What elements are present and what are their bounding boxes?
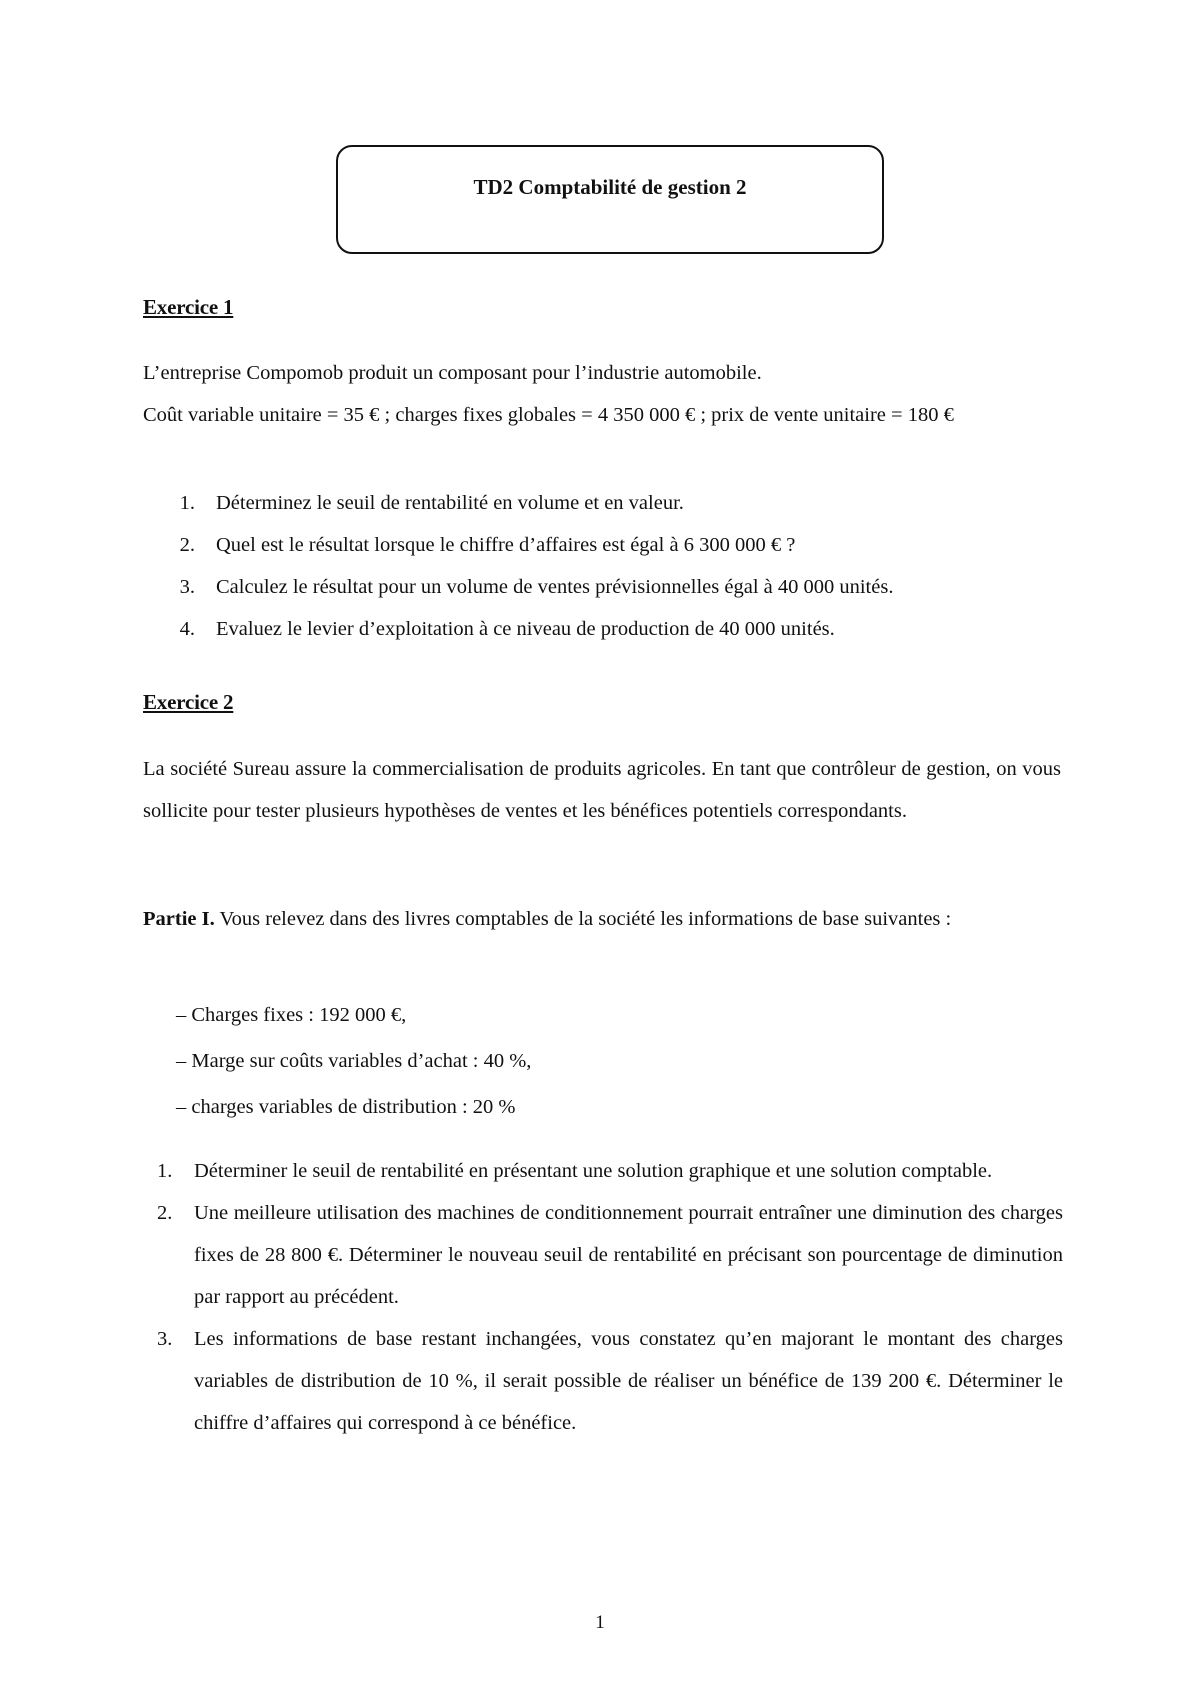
list-item [143, 1192, 1063, 1318]
page-number: 1 [595, 1612, 605, 1633]
list-text: Déterminer le seuil de rentabilité en présentant une solution graphique et une solution comptable. [194, 1160, 993, 1182]
exercise2-heading: Exercice 2 [143, 690, 234, 714]
list-item [143, 566, 1063, 608]
list-number: 2. [157, 1202, 173, 1224]
title-box [336, 145, 884, 254]
exercise2-intro: La société Sureau assure la commercialisation de produits agricoles. En tant que contrôleur de gestion, on vous sollicite pour tester plusieurs hypothèses de ventes et les bénéfices potentiels correspondants. [143, 758, 1061, 822]
exercise1-questions [143, 482, 1063, 650]
part1-text: Vous relevez dans des livres comptables de la société les informations de base suivantes : [214, 908, 952, 930]
list-number: 3. [157, 1328, 173, 1350]
list-text: Calculez le résultat pour un volume de ventes prévisionnelles égal à 40 000 unités. [216, 576, 894, 598]
exercise1-data: Coût variable unitaire = 35 € ; charges fixes globales = 4 350 000 € ; prix de vente unitaire = 180 € [143, 404, 954, 426]
exercise2-part1 [143, 904, 1061, 934]
list-text: Les informations de base restant inchangées, vous constatez qu’en majorant le montant des charges variables de distribution de 10 %, il serait possible de réaliser un bénéfice de 139 200 €. Déterminer le chiffre d’affaires qui correspond à ce bénéfice. [194, 1328, 1063, 1434]
list-text: Déterminez le seuil de rentabilité en volume et en valeur. [216, 492, 684, 514]
exercise1-intro: L’entreprise Compomob produit un composant pour l’industrie automobile. [143, 362, 762, 384]
list-number: 2. [179, 534, 195, 556]
list-text: Quel est le résultat lorsque le chiffre d’affaires est égal à 6 300 000 € ? [216, 534, 796, 556]
list-item: – Charges fixes : 192 000 €, [176, 1004, 407, 1026]
list-item: – Marge sur coûts variables d’achat : 40 %, [176, 1050, 532, 1072]
list-text: Une meilleure utilisation des machines de conditionnement pourrait entraîner une diminution des charges fixes de 28 800 €. Déterminer le nouveau seuil de rentabilité en précisant son pourcentage de diminution par rapport au précédent. [194, 1202, 1063, 1308]
list-item [143, 1318, 1063, 1444]
exercise1-heading: Exercice 1 [143, 295, 234, 319]
list-item: – charges variables de distribution : 20 % [176, 1096, 516, 1118]
list-item [143, 608, 1063, 650]
base-info-list [176, 992, 531, 1130]
part1-label: Partie I. [143, 908, 215, 930]
document-title: TD2 Comptabilité de gestion 2 [473, 175, 747, 199]
list-number: 4. [179, 618, 195, 640]
list-number: 1. [179, 492, 195, 514]
list-number: 1. [157, 1160, 173, 1182]
list-item [143, 1150, 1063, 1192]
exercise2-questions [143, 1150, 1063, 1444]
list-item [143, 482, 1063, 524]
list-item [143, 524, 1063, 566]
list-text: Evaluez le levier d’exploitation à ce niveau de production de 40 000 unités. [216, 618, 835, 640]
list-number: 3. [179, 576, 195, 598]
